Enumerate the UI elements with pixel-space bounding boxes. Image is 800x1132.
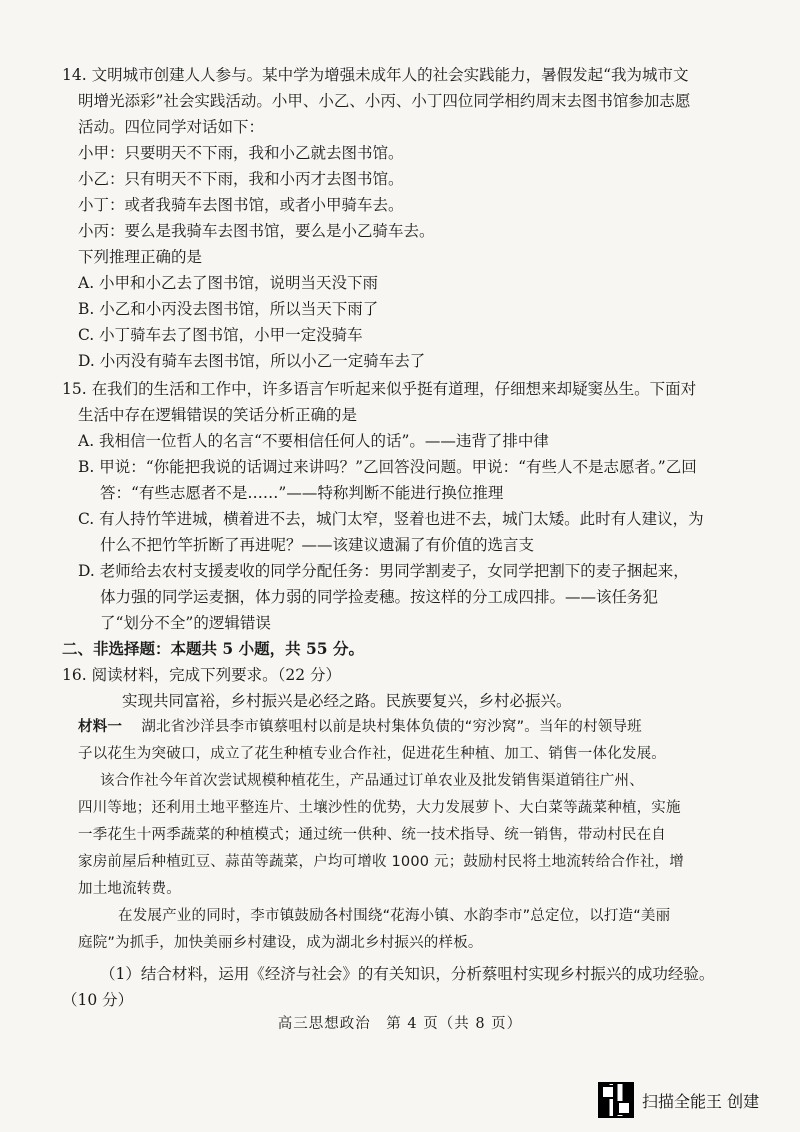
q14-line: 小乙：只有明天不下雨，我和小丙才去图书馆。 — [78, 170, 404, 188]
scanner-watermark — [598, 1082, 759, 1118]
q14-option-d: D. 小丙没有骑车去图书馆，所以小乙一定骑车去了 — [78, 352, 426, 370]
q14-line: 小甲：只要明天不下雨，我和小乙就去图书馆。 — [78, 144, 404, 162]
material-line: 一季花生十两季蔬菜的种植模式；通过统一供种、统一技术指导、统一销售，带动村民在自 — [78, 827, 666, 843]
q15-option-d-cont: 体力强的同学运麦捆，体力弱的同学捡麦穗。按这样的分工成四排。——该任务犯 — [100, 588, 659, 606]
question-15 — [62, 376, 723, 636]
material-line: 子以花生为突破口，成立了花生种植专业合作社，促进花生种植、加工、销售一体化发展。 — [78, 746, 666, 762]
q15-option-d-cont: 了“划分不全”的逻辑错误 — [100, 614, 271, 632]
q14-line: 活动。四位同学对话如下： — [78, 118, 265, 136]
question-14 — [62, 62, 723, 374]
q15-option-b: B. 甲说：“你能把我说的话调过来讲吗？”乙回答没问题。甲说：“有些人不是志愿者。”乙回 — [78, 458, 697, 476]
q16-subquestion-1: （1）结合材料，运用《经济与社会》的有关知识，分析蔡咀村实现乡村振兴的成功经验。 — [100, 965, 715, 983]
q14-line: 小丙：要么是我骑车去图书馆，要么是小乙骑车去。 — [78, 222, 435, 240]
q15-option-b-cont: 答：“有些志愿者不是……”——特称判断不能进行换位推理 — [100, 484, 504, 502]
q15-line: 生活中存在逻辑错误的笑话分析正确的是 — [78, 406, 358, 424]
material-line — [78, 714, 723, 741]
material-line: 庭院”为抓手，加快美丽乡村建设，成为湖北乡村振兴的样板。 — [78, 935, 483, 951]
q15-line: 15. 在我们的生活和工作中，许多语言乍听起来似乎挺有道理，仔细想来却疑窦丛生。下面对 — [62, 380, 697, 398]
q15-option-a: A. 我相信一位哲人的名言“不要相信任何人的话”。——违背了排中律 — [78, 432, 549, 450]
watermark-text: 扫描全能王 创建 — [642, 1091, 760, 1111]
q16-motto: 实现共同富裕，乡村振兴是必经之路。民族要复兴，乡村必振兴。 — [122, 692, 572, 710]
q14-line: 小丁：或者我骑车去图书馆，或者小甲骑车去。 — [78, 196, 404, 214]
q14-option-a: A. 小甲和小乙去了图书馆，说明当天没下雨 — [78, 274, 379, 292]
material-line: 家房前屋后种植豇豆、蒜苗等蔬菜，户均可增收 1000 元；鼓励村民将土地流转给合作社，增 — [78, 854, 684, 870]
material-line: 加土地流转费。 — [78, 881, 181, 897]
question-16 — [62, 636, 723, 1013]
q14-option-b: B. 小乙和小丙没去图书馆，所以当天下雨了 — [78, 300, 379, 318]
q16-subquestion-1-score: （10 分） — [62, 991, 134, 1009]
q15-option-c: C. 有人持竹竿进城，横着进不去，城门太窄，竖着也进不去，城门太矮。此时有人建议，为 — [78, 510, 704, 528]
material-line: 四川等地；还利用土地平整连片、土壤沙性的优势，大力发展萝卜、大白菜等蔬菜种植，实施 — [78, 800, 681, 816]
material-line: 在发展产业的同时，李市镇鼓励各村围绕“花海小镇、水韵李市”总定位，以打造“美丽 — [118, 908, 671, 924]
q14-line: 明增光添彩”社会实践活动。小甲、小乙、小丙、小丁四位同学相约周末去图书馆参加志愿 — [78, 92, 691, 110]
q15-option-d: D. 老师给去农村支援麦收的同学分配任务：男同学割麦子，女同学把割下的麦子捆起来， — [78, 562, 689, 580]
q14-option-c: C. 小丁骑车去了图书馆，小甲一定没骑车 — [78, 326, 363, 344]
qr-code-icon — [598, 1082, 634, 1118]
q14-line: 14. 文明城市创建人人参与。某中学为增强未成年人的社会实践能力，暑假发起“我为城市文 — [62, 66, 689, 84]
q15-option-c-cont: 什么不把竹竿折断了再进呢？——该建议遗漏了有价值的选言支 — [100, 536, 535, 554]
material-label: 材料一 — [78, 719, 123, 735]
section-title: 二、非选择题：本题共 5 小题，共 55 分。 — [62, 639, 364, 658]
page-footer: 高三思想政治 第 4 页（共 8 页） — [277, 1016, 523, 1032]
q16-title: 16. 阅读材料，完成下列要求。（22 分） — [62, 666, 341, 684]
material-line: 该合作社今年首次尝试规模种植花生，产品通过订单农业及批发销售渠道销往广州、 — [100, 773, 644, 789]
q14-line: 下列推理正确的是 — [78, 248, 203, 266]
material-text: 湖北省沙洋县李市镇蔡咀村以前是块村集体负债的“穷沙窝”。当年的村领导班 — [141, 719, 642, 735]
